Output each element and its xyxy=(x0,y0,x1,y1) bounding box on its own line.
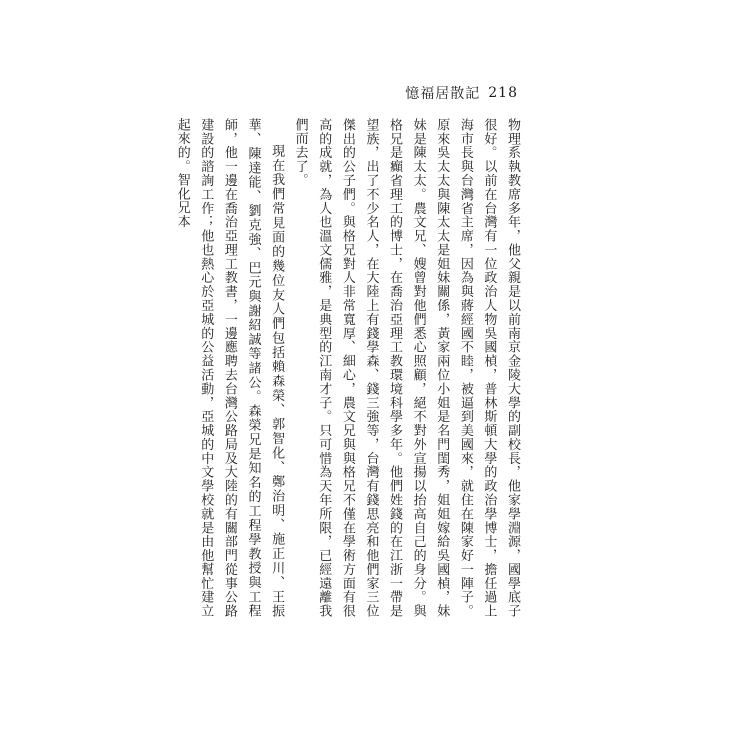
body-text xyxy=(174,118,524,618)
book-title: 憶福居散記 xyxy=(405,86,481,102)
paragraph-2: 現在我們常見面的幾位友人們包括賴森榮、郭智化、鄭治明、施正川、王振華、陳達能、劉克強、巴元與謝紹誠等諸公。森榮兄是知名的工程學教授與工程師，他一邊在喬治亞理工教書，一邊應聘去台灣公路局及大陸的有關部門從事公路建設的諮詢工作；他也熱心於亞城的公益活動，亞城的中文學校就是由他幫忙建立起來的。智化兄本 xyxy=(174,118,285,618)
running-head xyxy=(405,82,518,104)
page-number: 218 xyxy=(488,85,518,101)
paragraph-1: 物理系執教席多年，他父親是以前南京金陵大學的副校長，他家學淵源，國學底子很好。以前在台灣有一位政治人物吳國楨，普林斯頓大學的政治學博士，擔任過上海市長與台灣省主席，因為與蔣經國不睦，被逼到美國來，就住在陳家好一陣子。原來吳太太與陳太太是姐妹關係，黃家兩位小姐是名門閨秀，姐姐嫁給吳國楨，妹妹是陳太太。農文兄、嫂曾對他們悉心照顧，絕不對外宣揚以抬高自己的身分。與格兄是癲省理工的博士，在喬治亞理工教環境科學多年。他們姓錢的在江浙一帶是望族，出了不少名人，在大陸上有錢學森、錢三強等，台灣有錢思亮和他們家三位傑出的公子們。與格兄對人非常寬厚、細心，農文兄與與格兄不僅在學術方面有很高的成就，為人也溫文儒雅，是典型的江南才子。只可惜為天年所限，已經遠離我們而去了。 xyxy=(292,118,520,618)
